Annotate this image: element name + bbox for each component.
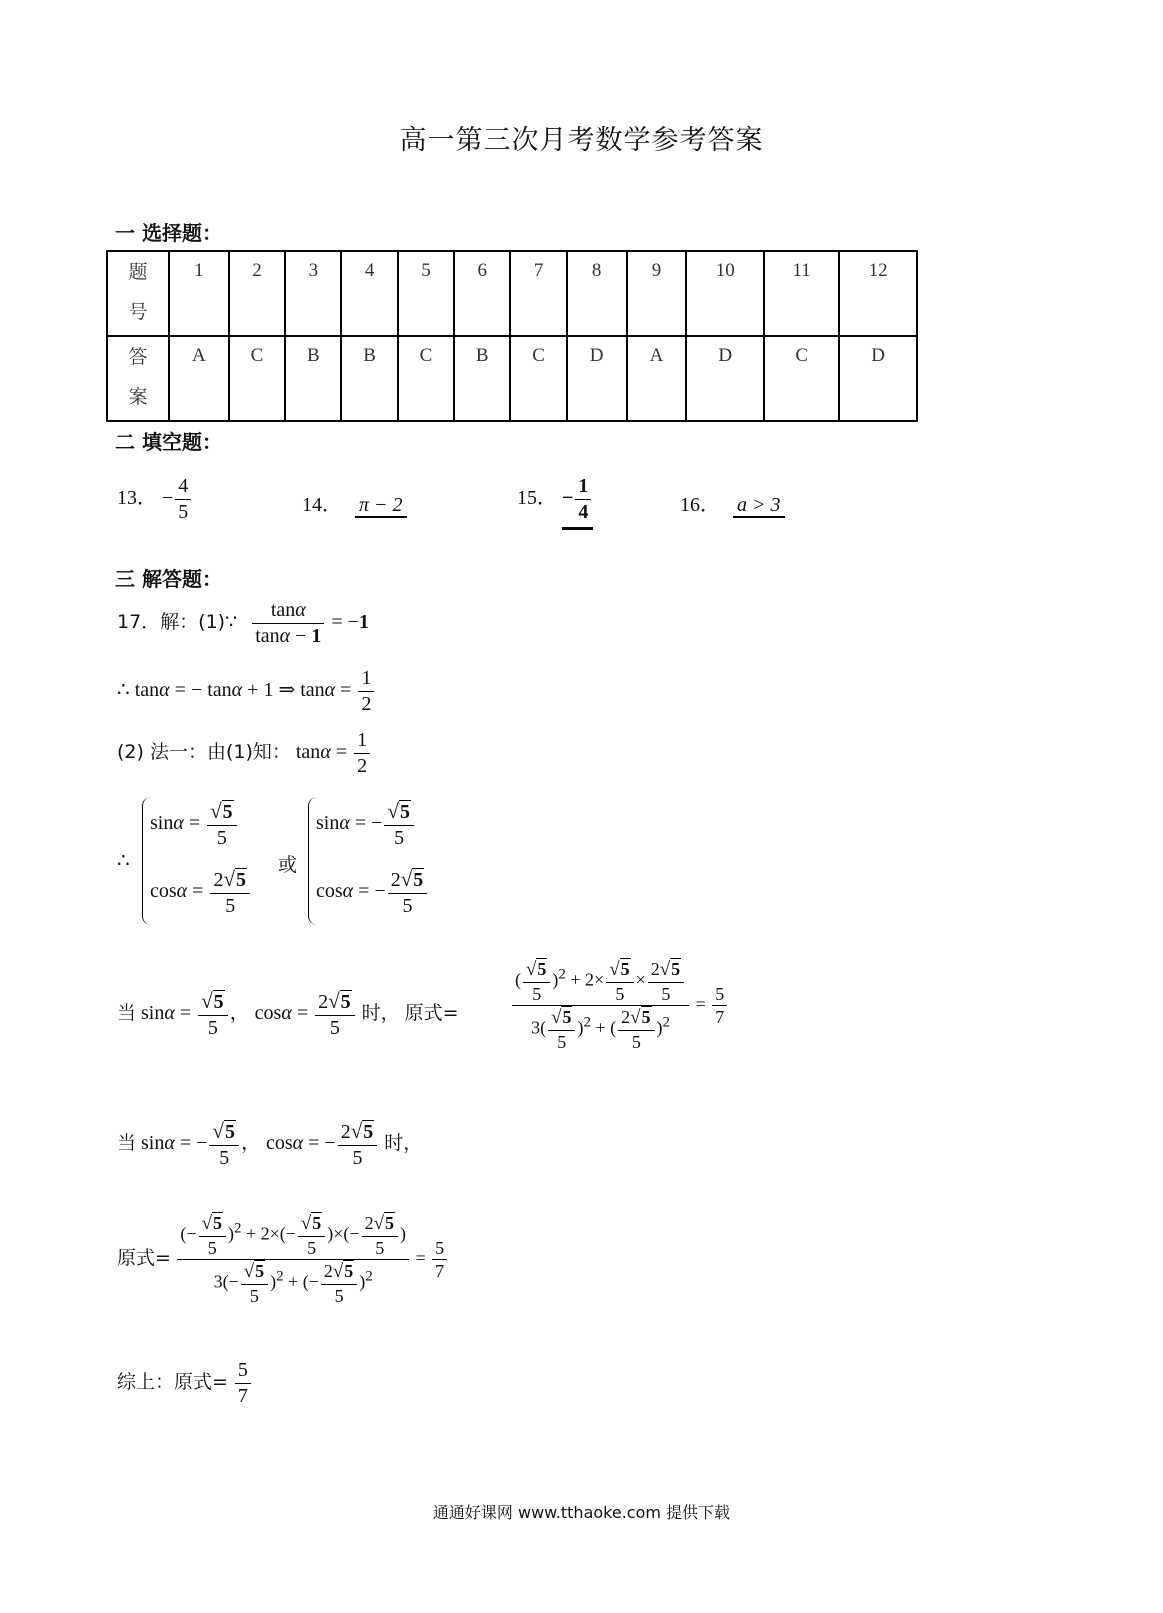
- table-cell: C: [229, 336, 285, 421]
- table-cell: A: [169, 336, 229, 421]
- case-1-expression: ( $\frac{√5}{5}$ )$^2$ + 2× $\frac{√5}{5}$ × $\frac{2√5}{5}$ 3( $\frac{√5}{5}$ )$^2$ + ( $\frac{2√5}{5}$ )$^2$ = $\frac{5}{7}$: [510, 958, 729, 1053]
- table-cell: 10: [686, 251, 764, 336]
- table-cell: B: [285, 336, 341, 421]
- table-row-answers: [107, 336, 917, 421]
- system-2-cos: cosα = − $\frac{2√5}{5}$: [316, 866, 429, 919]
- page-title: 高一第三次月考数学参考答案: [399, 125, 764, 156]
- method-label: (2) 法一：由(1)知：: [117, 741, 291, 764]
- table-cell: D: [839, 336, 917, 421]
- table-cell: 4: [341, 251, 397, 336]
- system-1-sin: sinα = $\frac{√5}{5}$: [150, 798, 239, 851]
- original-label: 原式=: [117, 1246, 171, 1269]
- case-1-condition: 当 sinα = $\frac{√5}{5}$ ， cosα = $\frac{2√5}{5}$ 时， 原式=: [117, 989, 459, 1039]
- therefore-symbol: ∴: [117, 850, 130, 872]
- table-cell: 6: [454, 251, 510, 336]
- question-number: 13．: [117, 487, 157, 510]
- table-cell: 12: [839, 251, 917, 336]
- or-label: 或: [278, 854, 298, 876]
- at-label: 时，: [384, 1132, 423, 1155]
- section-heading-fill: 二 填空题：: [115, 430, 222, 454]
- answer-14: [302, 488, 407, 517]
- table-cell: 2: [229, 251, 285, 336]
- question-number: 16．: [680, 494, 720, 516]
- answer-table: [106, 250, 918, 422]
- question-number: 15．: [517, 487, 557, 510]
- table-cell: D: [567, 336, 627, 421]
- case-2-expression: 原式= (− $\frac{√5}{5}$ )$^2$ + 2×(− $\frac{√5}{5}$ )×(− $\frac{2√5}{5}$ ) 3(− $\frac{√5}{5}$ )$^2$ + (− $\frac{2√5}{5}$ )$^2$ = $\frac{5}{7}$: [117, 1212, 449, 1307]
- at-label: 时，: [361, 1002, 400, 1025]
- table-cell: 5: [398, 251, 454, 336]
- row-label-answer: 答 案: [107, 336, 169, 421]
- answer-value: π − 2: [355, 494, 407, 518]
- table-cell: 9: [627, 251, 687, 336]
- answer-15: 15． − $\frac{1}{4}$: [517, 474, 593, 530]
- table-cell: 1: [169, 251, 229, 336]
- solution-17-step2: ∴ tanα = − tanα + 1 ⇒ tanα = $\frac{1}{2}$: [117, 666, 376, 717]
- table-cell: C: [398, 336, 454, 421]
- system-1-cos: cosα = $\frac{2√5}{5}$: [150, 866, 252, 919]
- table-cell: 8: [567, 251, 627, 336]
- summary: 综上：原式= $\frac{5}{7}$: [117, 1358, 253, 1409]
- solution-17-method: (2) 法一：由(1)知： tanα = $\frac{1}{2}$: [117, 728, 372, 779]
- case-2-condition: 当 sinα = − $\frac{√5}{5}$ ， cosα = − $\frac{2√5}{5}$ 时，: [117, 1119, 423, 1169]
- row-label-number: 题 号: [107, 251, 169, 336]
- table-cell: 11: [764, 251, 839, 336]
- answer-16: [680, 488, 785, 517]
- summary-label: 综上：原式=: [117, 1371, 228, 1394]
- when-label: 当: [117, 1002, 137, 1025]
- table-row-numbers: [107, 251, 917, 336]
- question-number: 17．解：(1)∵: [117, 611, 238, 634]
- table-cell: C: [510, 336, 566, 421]
- table-cell: B: [454, 336, 510, 421]
- table-cell: D: [686, 336, 764, 421]
- table-cell: A: [627, 336, 687, 421]
- table-cell: B: [341, 336, 397, 421]
- original-label: 原式=: [404, 1002, 459, 1025]
- system-2-sin: sinα = − $\frac{√5}{5}$: [316, 798, 416, 851]
- table-cell: 7: [510, 251, 566, 336]
- solution-17-step1: 17．解：(1)∵ $\frac{\tan\alpha}{\tan\alpha - 1}$ = −1: [117, 599, 369, 647]
- table-cell: C: [764, 336, 839, 421]
- answer-13: 13． − $\frac{4}{5}$: [117, 474, 193, 525]
- table-cell: 3: [285, 251, 341, 336]
- question-number: 14．: [302, 494, 342, 516]
- answer-value: a > 3: [733, 494, 785, 518]
- when-label: 当: [117, 1132, 137, 1155]
- section-heading-solve: 三 解答题：: [115, 567, 222, 591]
- section-heading-choice: 一 选择题：: [115, 221, 222, 245]
- footer: 通通好课网 www.tthaoke.com 提供下载: [432, 1503, 731, 1522]
